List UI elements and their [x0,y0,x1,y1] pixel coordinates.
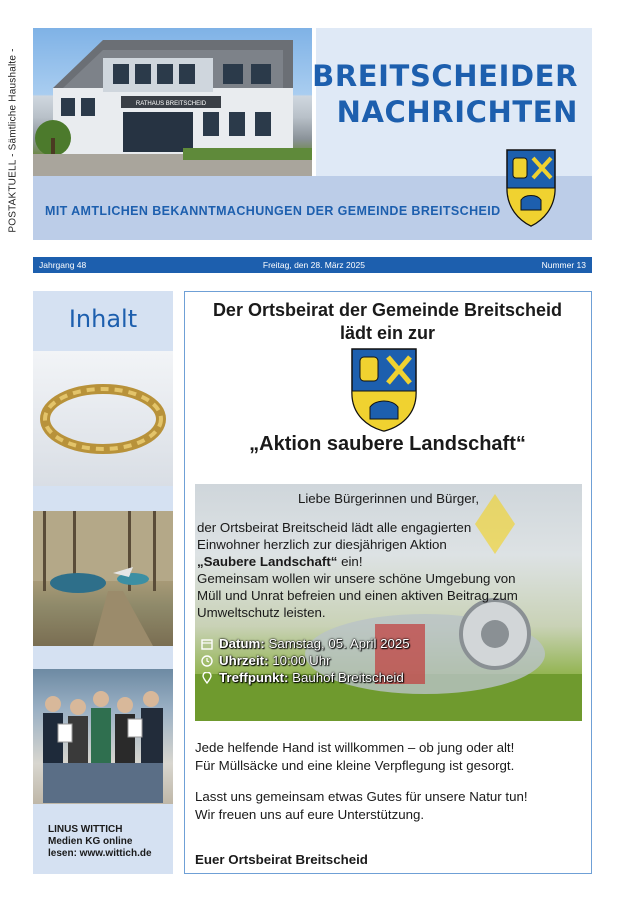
article-box [184,291,592,874]
event-place: Treffpunkt: Bauhof Breitscheid [201,669,410,686]
clock-icon [201,655,213,667]
contents-title: Inhalt [68,305,138,333]
location-pin-icon [201,672,213,684]
group-photo [33,669,173,804]
event-date: Datum: Samstag, 05. April 2025 [201,635,410,652]
bracelet-photo [33,351,173,486]
greeting: Liebe Bürgerinnen und Bürger, [297,491,480,506]
event-highlight: „Saubere Landschaft“ [197,554,338,569]
paragraph-help: Jede helfende Hand ist willkommen – ob jung oder alt! Für Müllsäcke und eine kleine Verpflegung ist gesorgt. [195,740,515,773]
masthead-subtitle: MIT AMTLICHEN BEKANNTMACHUNGEN DER GEMEINDE BREITSCHEID [45,204,501,218]
issue-number: Nummer 13 [541,260,586,270]
forest-litter-photo [33,511,173,646]
masthead-title-line2: NACHRICHTEN [336,95,578,129]
paragraph-together: Lasst uns gemeinsam etwas Gutes für unsere Natur tun! Wir freuen uns auf eure Unterstützung. [195,789,528,822]
signature: Euer Ortsbeirat Breitscheid [195,852,368,867]
invitation-panel: Liebe Bürgerinnen und Bürger, der Ortsbeirat Breitscheid lädt alle engagierten Einwohner herzlich zur diesjährigen Aktion „Saubere Landschaft“ ein! Gemeinsam wollen wir unsere schöne Umgebung von Müll und Unrat befreien und einen aktiven Beitrag zum Umweltschutz leisten. Datum: Samstag, 05. April 2025 Uhrzeit: 10:00 Uhr Treffpunkt: Bauhof Breitscheid [195,484,582,721]
publisher-note: LINUS WITTICH Medien KG online lesen: www.wittich.de [48,824,152,859]
article-title: Der Ortsbeirat der Gemeinde Breitscheid lädt ein zur [212,300,563,343]
masthead-title-line1: BREITSCHEIDER [312,59,578,93]
volume-label: Jahrgang 48 [39,260,87,270]
postal-label: POSTAKTUELL - Sämtliche Haushalte - [7,47,19,233]
coat-of-arms-icon [503,144,559,228]
issue-bar [33,257,592,273]
building-sign: RATHAUS BREITSCHEID [135,101,207,107]
coat-of-arms-icon [348,345,420,433]
sidebar [33,291,173,874]
event-details [201,635,410,686]
town-hall-photo [33,28,312,176]
issue-date: Freitag, den 28. März 2025 [262,260,365,270]
calendar-icon [201,638,213,650]
event-name: „Aktion saubere Landschaft“ [249,433,526,455]
event-time: Uhrzeit: 10:00 Uhr [201,652,410,669]
